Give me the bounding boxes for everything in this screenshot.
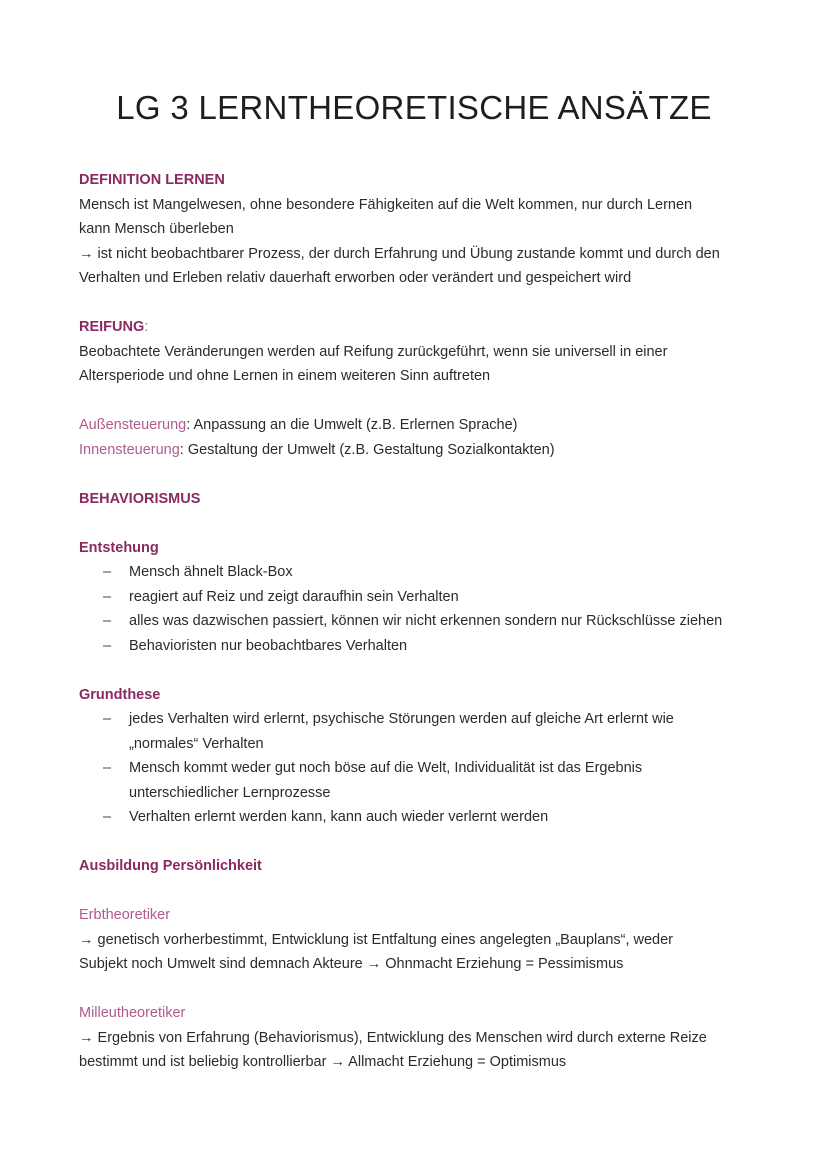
reifung-heading: REIFUNG xyxy=(79,319,145,335)
list-item: – Mensch ähnelt Black-Box xyxy=(79,560,749,585)
entstehung-heading: Entstehung xyxy=(79,539,159,556)
bullet-dash: – xyxy=(103,613,112,629)
definition-heading: DEFINITION LERNEN xyxy=(79,172,225,188)
section-steuerung xyxy=(79,413,749,462)
bullet-dash: – xyxy=(103,637,112,654)
aussensteuerung-text: : Anpassung an die Umwelt (z.B. Erlernen Sprache) xyxy=(186,417,518,433)
section-definition xyxy=(79,168,749,291)
behaviorismus-heading: BEHAVIORISMUS xyxy=(79,490,201,507)
reifung-line-2: Altersperiode und ohne Lernen in einem weiteren Sinn auftreten xyxy=(79,368,491,384)
persoenlichkeit-heading: Ausbildung Persönlichkeit xyxy=(79,858,262,874)
bullet-dash: – xyxy=(103,564,112,580)
list-item: – alles was dazwischen passiert, können wir nicht erkennen sondern nur Rückschlüsse ziehen xyxy=(79,609,749,634)
list-item: – Mensch kommt weder gut noch böse auf die Welt, Individualität ist das Ergebnis xyxy=(79,756,749,781)
erbtheoretiker-heading: Erbtheoretiker xyxy=(79,907,171,923)
innensteuerung-row xyxy=(79,438,749,463)
innensteuerung-label: Innensteuerung xyxy=(79,441,180,458)
list-item: – reagiert auf Reiz und zeigt daraufhin sein Verhalten xyxy=(79,585,749,610)
definition-line-4: Verhalten und Erleben relativ dauerhaft erworben oder verändert und gespeichert wird xyxy=(79,270,632,286)
bullet-dash: – xyxy=(103,588,112,605)
milieutheoretiker-line-1: → Ergebnis von Erfahrung (Behaviorismus), Entwicklung des Menschen wird durch externe Reize xyxy=(79,1029,707,1046)
bullet-dash: – xyxy=(103,809,112,825)
erbtheoretiker-line-1: → genetisch vorherbestimmt, Entwicklung ist Entfaltung eines angelegten „Bauplans“, weder xyxy=(79,931,674,948)
list-item: – jedes Verhalten wird erlernt, psychische Störungen werden auf gleiche Art erlernt wie xyxy=(79,707,749,732)
reifung-colon: : xyxy=(144,319,149,335)
section-grundthese xyxy=(79,683,749,830)
aussensteuerung-row xyxy=(79,413,749,438)
definition-line-2: kann Mensch überleben xyxy=(79,221,234,237)
grundthese-list xyxy=(79,707,749,830)
milieutheoretiker-line-2: bestimmt und ist beliebig kontrollierbar → Allmacht Erziehung = Optimismus xyxy=(79,1054,567,1070)
list-item-continuation: unterschiedlicher Lernprozesse xyxy=(129,784,331,801)
page-title: LG 3 LERNTHEORETISCHE ANSÄTZE xyxy=(116,89,712,126)
milieutheoretiker-heading: Milleutheoretiker xyxy=(79,1005,186,1021)
bullet-dash: – xyxy=(103,760,112,776)
list-item-continuation: „normales“ Verhalten xyxy=(129,735,264,752)
section-persoenlichkeit xyxy=(79,854,749,1075)
reifung-line-1: Beobachtete Veränderungen werden auf Reifung zurückgeführt, wenn sie universell in einer xyxy=(79,343,668,360)
reifung-heading-row xyxy=(79,315,749,340)
list-item: – Verhalten erlernt werden kann, kann auch wieder verlernt werden xyxy=(79,805,749,830)
definition-line-3: → ist nicht beobachtbarer Prozess, der durch Erfahrung und Übung zustande kommt und durch den xyxy=(79,245,720,262)
aussensteuerung-label: Außensteuerung xyxy=(79,417,187,433)
bullet-dash: – xyxy=(103,711,112,727)
grundthese-heading: Grundthese xyxy=(79,686,161,703)
section-entstehung xyxy=(79,536,749,659)
erbtheoretiker-line-2: Subjekt noch Umwelt sind demnach Akteure → Ohnmacht Erziehung = Pessimismus xyxy=(79,956,624,972)
section-reifung xyxy=(79,315,749,389)
entstehung-list xyxy=(79,560,749,658)
innensteuerung-text: : Gestaltung der Umwelt (z.B. Gestaltung Sozialkontakten) xyxy=(179,441,555,458)
list-item: – Behavioristen nur beobachtbares Verhalten xyxy=(79,634,749,659)
definition-line-1: Mensch ist Mangelwesen, ohne besondere Fähigkeiten auf die Welt kommen, nur durch Lernen xyxy=(79,196,693,213)
